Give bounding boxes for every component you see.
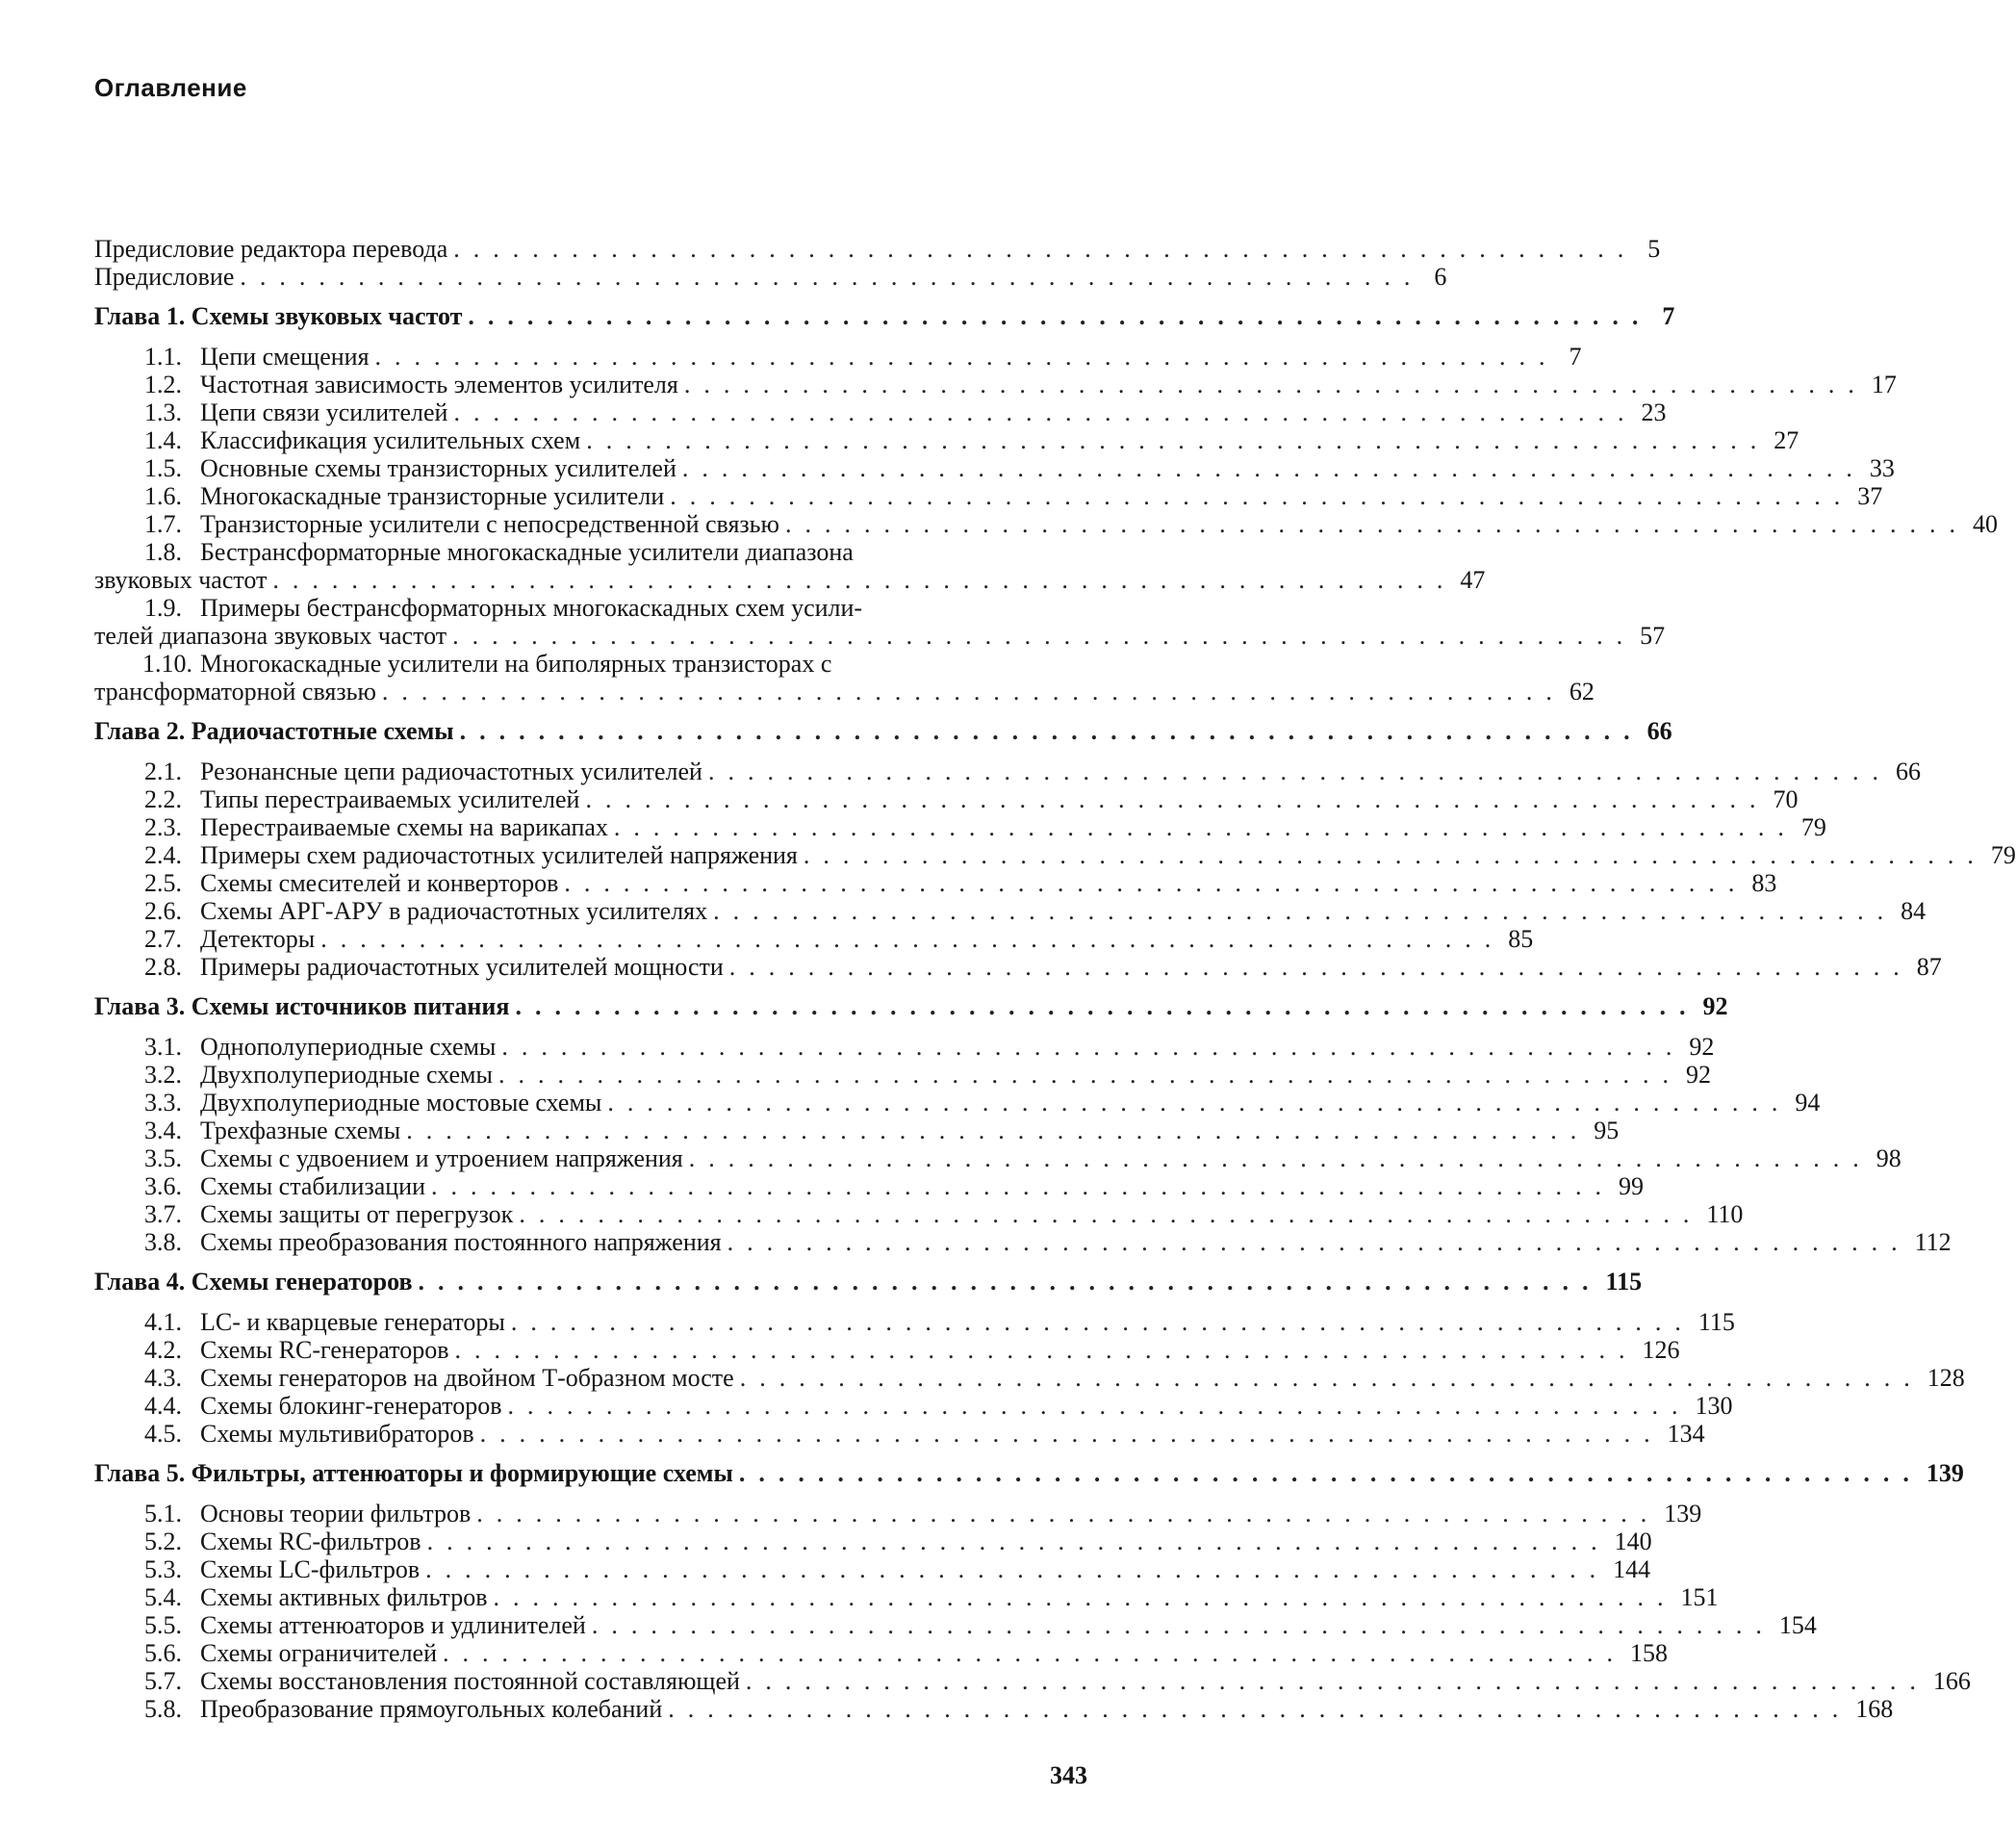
toc-entry-row [94, 482, 1883, 510]
entry-title: Основы теории фильтров [200, 1500, 472, 1527]
entry-number: Глава 2. [94, 717, 186, 745]
dot-leader: ............................................................ [739, 1364, 1924, 1392]
entry-title: Схемы защиты от перегрузок [200, 1200, 514, 1228]
toc-entry-row [94, 1116, 1620, 1144]
entry-page-number: 139 [1664, 1500, 1702, 1527]
entry-page-number: 27 [1774, 426, 1799, 454]
toc-entry-row [94, 566, 1486, 594]
entry-title: Бестрансформаторные многокаскадные усилители диапазона [200, 538, 854, 566]
entry-number: 2.2. [144, 785, 182, 813]
dot-leader: ............................................................ [468, 302, 1652, 330]
entry-page-number: 79 [1990, 841, 2016, 869]
toc-entry-row [94, 454, 1895, 482]
entry-title: Двухполупериодные мостовые схемы [200, 1089, 602, 1116]
entry-title: Преобразование прямоугольных колебаний [200, 1695, 663, 1723]
dot-leader: ............................................................ [670, 482, 1854, 510]
toc-entry-row [94, 594, 1087, 622]
entry-number: 5.6. [144, 1639, 182, 1667]
entry-number: 5.8. [144, 1695, 182, 1723]
entry-number: Глава 1. [94, 302, 186, 330]
entry-title: звуковых частот [94, 566, 268, 594]
dot-leader: ............................................................ [515, 992, 1699, 1020]
entry-page-number: 134 [1667, 1420, 1705, 1448]
entry-title: Схемы аттенюаторов и удлинителей [200, 1611, 586, 1639]
entry-number: 2.3. [144, 813, 182, 841]
toc-entry-row [94, 1500, 1702, 1527]
entry-title: Резонансные цепи радиочастотных усилителей [200, 757, 702, 785]
dot-leader: ............................................................ [607, 1089, 1792, 1116]
entry-page-number: 168 [1855, 1695, 1894, 1723]
entry-page-number: 92 [1702, 992, 1728, 1020]
toc-entry-row [94, 1695, 1894, 1723]
entry-page-number: 144 [1613, 1555, 1651, 1583]
entry-number: 5.1. [144, 1500, 182, 1527]
entry-number: 3.8. [144, 1228, 182, 1256]
toc-entry-row [94, 1144, 1901, 1172]
entry-page-number: 95 [1594, 1116, 1620, 1144]
dot-leader: ............................................................ [564, 869, 1748, 897]
toc-entry-row [94, 371, 1897, 398]
dot-leader: ............................................................ [406, 1116, 1591, 1144]
toc-entry-row [94, 1172, 1644, 1200]
entry-number: Глава 4. [94, 1268, 186, 1296]
dot-leader: ............................................................ [426, 1527, 1611, 1555]
dot-leader: ............................................................ [728, 953, 1913, 981]
toc-entry-row [94, 757, 1921, 785]
dot-leader: ............................................................ [688, 1144, 1873, 1172]
entry-page-number: 110 [1706, 1200, 1744, 1228]
entry-number: 3.2. [144, 1061, 182, 1089]
entry-title: Цепи смещения [200, 343, 370, 371]
entry-page-number: 140 [1614, 1527, 1652, 1555]
entry-title: Схемы смесителей и конверторов [200, 869, 559, 897]
entry-page-number: 57 [1640, 622, 1666, 650]
entry-number: 1.4. [144, 426, 182, 454]
dot-leader: ............................................................ [585, 785, 1770, 813]
toc-entry-row [94, 1089, 1821, 1116]
entry-page-number: 92 [1685, 1061, 1711, 1089]
entry-title: Перестраиваемые схемы на варикапах [200, 813, 608, 841]
toc-chapter-row [94, 717, 1672, 746]
dot-leader: ............................................................ [727, 1228, 1911, 1256]
toc-chapter-row [94, 992, 1728, 1021]
toc-chapter-row [94, 1459, 1964, 1488]
toc-entry-row [94, 869, 1777, 897]
dot-leader: ............................................................ [320, 925, 1505, 953]
entry-number: 2.4. [144, 841, 182, 869]
dot-leader: ............................................................ [443, 1639, 1627, 1667]
entry-title: Схемы RC-фильтров [200, 1527, 421, 1555]
toc-entry-row [94, 263, 1447, 291]
dot-leader: ............................................................ [681, 454, 1866, 482]
entry-number: 4.1. [144, 1308, 182, 1336]
toc-entry-row [94, 1336, 1680, 1364]
dot-leader: ............................................................ [425, 1555, 1610, 1583]
entry-title: Однополупериодные схемы [200, 1033, 497, 1061]
dot-leader: ............................................................ [479, 1420, 1664, 1448]
entry-page-number: 112 [1914, 1228, 1952, 1256]
entry-title: Схемы активных фильтров [200, 1583, 488, 1611]
toc-entry-row [94, 1308, 1735, 1336]
toc-entry-row [94, 1033, 1715, 1061]
entry-number: 2.6. [144, 897, 182, 925]
dot-leader: ............................................................ [459, 717, 1644, 745]
entry-number: Глава 3. [94, 992, 186, 1020]
entry-number: 5.5. [144, 1611, 182, 1639]
dot-leader: ............................................................ [707, 757, 1892, 785]
entry-title: Схемы звуковых частот [191, 302, 463, 330]
dot-leader: ............................................................ [374, 343, 1559, 371]
entry-title: телей диапазона звуковых частот [94, 622, 447, 650]
entry-number: 5.3. [144, 1555, 182, 1583]
dot-leader: ............................................................ [453, 235, 1638, 263]
toc-entry-row [94, 1611, 1817, 1639]
entry-title: Схемы LC-фильтров [200, 1555, 421, 1583]
entry-title: Схемы RC-генераторов [200, 1336, 449, 1364]
dot-leader: ............................................................ [586, 426, 1771, 454]
entry-number: 2.8. [144, 953, 182, 981]
page-number: 343 [1050, 1761, 1087, 1789]
toc-entry-row [94, 235, 1661, 263]
toc-entry-row [94, 813, 1826, 841]
entry-number: 5.4. [144, 1583, 182, 1611]
entry-title: Схемы ограничителей [200, 1639, 438, 1667]
entry-number: 1.6. [144, 482, 182, 510]
page-title: Оглавление [94, 73, 247, 102]
entry-title: LC- и кварцевые генераторы [200, 1308, 505, 1336]
dot-leader: ............................................................ [498, 1061, 1682, 1089]
toc-entry-row [94, 1639, 1669, 1667]
dot-leader: ............................................................ [501, 1033, 1686, 1061]
toc-entry-row [94, 650, 1087, 678]
entry-number: 3.3. [144, 1089, 182, 1116]
entry-page-number: 6 [1434, 263, 1447, 291]
dot-leader: ............................................................ [668, 1695, 1852, 1723]
toc-entry-row [94, 398, 1667, 426]
entry-title: Двухполупериодные схемы [200, 1061, 493, 1089]
entry-title: Схемы мультивибраторов [200, 1420, 474, 1448]
entry-title: Схемы преобразования постоянного напряжения [200, 1228, 722, 1256]
toc-entry-row [94, 1555, 1651, 1583]
entry-title: Предисловие [94, 263, 235, 291]
entry-title: Радиочастотные схемы [191, 717, 454, 745]
toc-entry-row [94, 1527, 1652, 1555]
entry-title: Примеры радиочастотных усилителей мощности [200, 953, 724, 981]
entry-page-number: 40 [1972, 510, 1998, 538]
entry-number: 1.2. [144, 371, 182, 398]
entry-page-number: 87 [1916, 953, 1942, 981]
dot-leader: ............................................................ [613, 813, 1798, 841]
toc-entry-row [94, 785, 1799, 813]
entry-title: Классификация усилительных схем [200, 426, 581, 454]
entry-title: Транзисторные усилители с непосредственной связью [200, 510, 779, 538]
entry-title: Схемы источников питания [191, 992, 510, 1020]
toc-entry-row [94, 841, 2016, 869]
entry-page-number: 92 [1689, 1033, 1715, 1061]
entry-title: Цепи связи усилителей [200, 398, 448, 426]
entry-page-number: 94 [1795, 1089, 1821, 1116]
entry-number: 1.3. [144, 398, 182, 426]
entry-title: Схемы блокинг-генераторов [200, 1392, 502, 1420]
dot-leader: ............................................................ [507, 1392, 1692, 1420]
entry-page-number: 158 [1630, 1639, 1669, 1667]
entry-page-number: 126 [1642, 1336, 1680, 1364]
entry-number: 3.1. [144, 1033, 182, 1061]
entry-title: Схемы с удвоением и утроением напряжения [200, 1144, 683, 1172]
entry-page-number: 66 [1646, 717, 1672, 745]
toc-entry-row [94, 1392, 1733, 1420]
toc-entry-row [94, 897, 1927, 925]
dot-leader: ............................................................ [272, 566, 1457, 594]
entry-page-number: 166 [1932, 1667, 1971, 1695]
dot-leader: ............................................................ [591, 1611, 1775, 1639]
dot-leader: ............................................................ [476, 1500, 1661, 1527]
toc-entry-row [94, 1420, 1705, 1448]
entry-page-number: 85 [1508, 925, 1534, 953]
entry-title: Частотная зависимость элементов усилителя [200, 371, 678, 398]
entry-page-number: 154 [1778, 1611, 1817, 1639]
entry-page-number: 83 [1751, 869, 1777, 897]
entry-page-number: 84 [1901, 897, 1927, 925]
entry-page-number: 47 [1460, 566, 1486, 594]
dot-leader: ............................................................ [713, 897, 1898, 925]
dot-leader: ............................................................ [418, 1268, 1602, 1296]
entry-page-number: 98 [1876, 1144, 1901, 1172]
entry-number: 1.7. [144, 510, 182, 538]
entry-page-number: 99 [1619, 1172, 1644, 1200]
entry-title: Схемы генераторов [191, 1268, 413, 1296]
entry-title: Детекторы [200, 925, 316, 953]
toc-chapter-row [94, 1268, 1643, 1296]
toc-entry-row [94, 1667, 1971, 1695]
entry-page-number: 7 [1662, 302, 1675, 330]
entry-number: 2.7. [144, 925, 182, 953]
entry-number: 1.10. [142, 650, 192, 678]
entry-page-number: 130 [1695, 1392, 1733, 1420]
entry-title: Предисловие редактора перевода [94, 235, 448, 263]
toc-entry-row [94, 925, 1534, 953]
toc-entry-row [94, 622, 1666, 650]
toc-entry-row [94, 1228, 1952, 1256]
toc-entry-row [94, 1200, 1744, 1228]
entry-title: Схемы восстановления постоянной составляющей [200, 1667, 740, 1695]
entry-title: Схемы генераторов на двойном Т-образном мосте [200, 1364, 734, 1392]
dot-leader: ............................................................ [454, 1336, 1639, 1364]
toc-entry-row [94, 678, 1595, 706]
entry-page-number: 115 [1697, 1308, 1735, 1336]
table-of-contents [94, 235, 2016, 1723]
entry-page-number: 5 [1647, 235, 1661, 263]
entry-page-number: 37 [1857, 482, 1883, 510]
entry-title: Трехфазные схемы [200, 1116, 401, 1144]
dot-leader: ............................................................ [431, 1172, 1615, 1200]
toc-entry-row [94, 1364, 1965, 1392]
toc-entry-row [94, 538, 1087, 566]
entry-number: 3.7. [144, 1200, 182, 1228]
entry-title: Типы перестраиваемых усилителей [200, 785, 580, 813]
entry-number: 3.5. [144, 1144, 182, 1172]
entry-page-number: 70 [1773, 785, 1799, 813]
dot-leader: ............................................................ [493, 1583, 1677, 1611]
toc-entry-row [94, 426, 1799, 454]
entry-number: 1.9. [144, 594, 182, 622]
entry-number: 3.6. [144, 1172, 182, 1200]
entry-page-number: 128 [1927, 1364, 1965, 1392]
entry-number: 4.4. [144, 1392, 182, 1420]
entry-page-number: 115 [1605, 1268, 1643, 1296]
entry-number: 2.1. [144, 757, 182, 785]
entry-title: Фильтры, аттенюаторы и формирующие схемы [191, 1459, 733, 1487]
dot-leader: ............................................................ [738, 1459, 1923, 1487]
entry-number: 5.2. [144, 1527, 182, 1555]
entry-number: 1.1. [144, 343, 182, 371]
toc-entry-row [94, 1061, 1711, 1089]
entry-title: Многокаскадные транзисторные усилители [200, 482, 665, 510]
entry-page-number: 62 [1569, 678, 1595, 706]
entry-number: 2.5. [144, 869, 182, 897]
entry-title: Схемы АРГ-АРУ в радиочастотных усилителях [200, 897, 708, 925]
entry-title: Основные схемы транзисторных усилителей [200, 454, 676, 482]
entry-number: 4.5. [144, 1420, 182, 1448]
entry-title: Примеры схем радиочастотных усилителей напряжения [200, 841, 798, 869]
dot-leader: ............................................................ [803, 841, 1987, 869]
entry-title: Примеры бестранcформаторных многокаскадных схем усили- [200, 594, 863, 622]
toc-entry-row [94, 953, 1942, 981]
dot-leader: ............................................................ [519, 1200, 1703, 1228]
entry-number: 3.4. [144, 1116, 182, 1144]
dot-leader: ............................................................ [452, 622, 1637, 650]
entry-page-number: 23 [1641, 398, 1667, 426]
entry-page-number: 151 [1680, 1583, 1719, 1611]
dot-leader: ............................................................ [784, 510, 1969, 538]
entry-page-number: 33 [1869, 454, 1895, 482]
entry-page-number: 17 [1871, 371, 1897, 398]
dot-leader: ............................................................ [453, 398, 1638, 426]
entry-number: 5.7. [144, 1667, 182, 1695]
toc-entry-row [94, 510, 1998, 538]
entry-number: 4.3. [144, 1364, 182, 1392]
entry-number: 1.8. [144, 538, 182, 566]
entry-number: 1.5. [144, 454, 182, 482]
dot-leader: ............................................................ [510, 1308, 1695, 1336]
toc-entry-row [94, 343, 1582, 371]
entry-number: 4.2. [144, 1336, 182, 1364]
entry-page-number: 139 [1926, 1459, 1964, 1487]
dot-leader: ............................................................ [381, 678, 1566, 706]
dot-leader: ............................................................ [745, 1667, 1929, 1695]
entry-title: Многокаскадные усилители на биполярных транзисторах с [200, 650, 832, 678]
dot-leader: ............................................................ [683, 371, 1868, 398]
toc-chapter-row [94, 302, 1675, 331]
entry-number: Глава 5. [94, 1459, 186, 1487]
entry-page-number: 7 [1569, 343, 1582, 371]
entry-title: Схемы стабилизации [200, 1172, 425, 1200]
entry-page-number: 79 [1800, 813, 1826, 841]
dot-leader: ............................................................ [240, 263, 1424, 291]
toc-entry-row [94, 1583, 1719, 1611]
entry-title: трансформаторной связью [94, 678, 376, 706]
entry-page-number: 66 [1895, 757, 1921, 785]
